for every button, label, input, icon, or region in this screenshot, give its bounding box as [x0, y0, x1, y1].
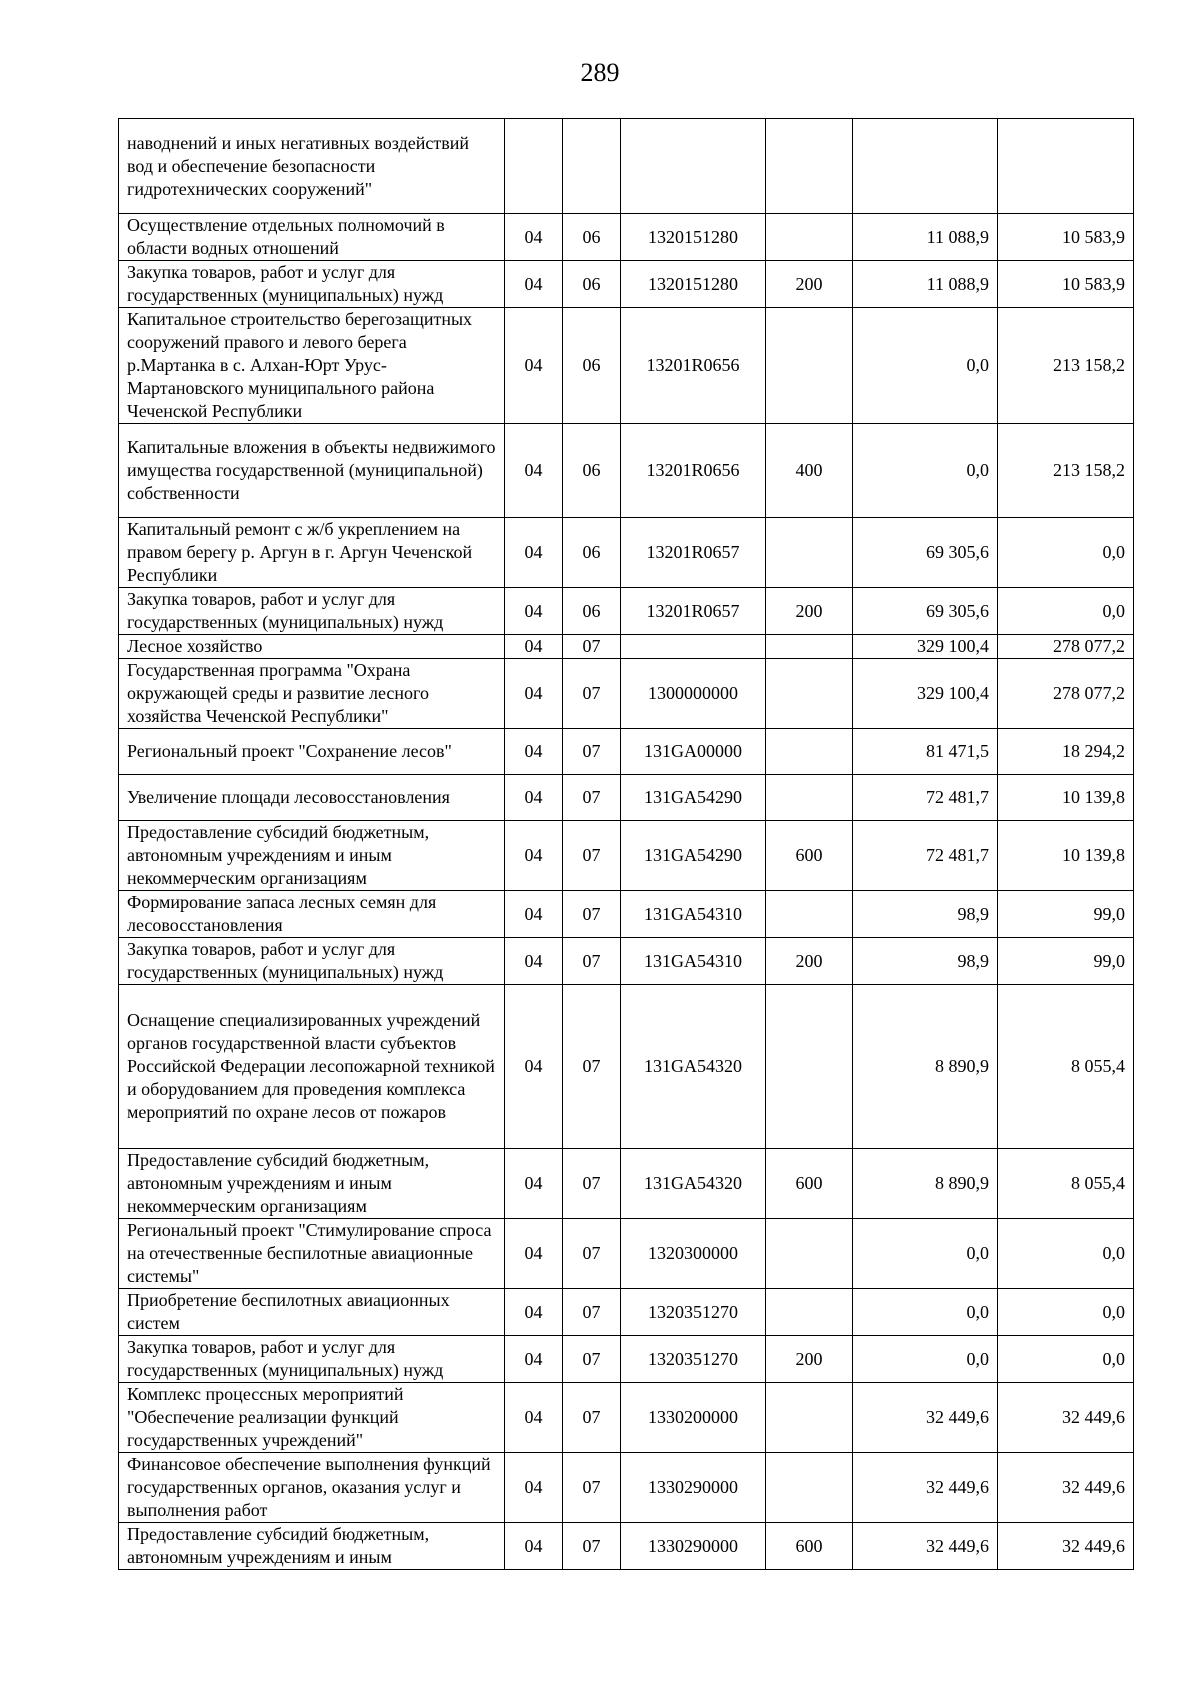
row-section: 04	[505, 821, 563, 891]
table-row	[119, 1149, 1134, 1219]
row-section: 04	[505, 588, 563, 635]
row-name: Финансовое обеспечение выполнения функций государственных органов, оказания услуг и выполнения работ	[119, 1453, 505, 1523]
row-target-article: 1320151280	[621, 261, 766, 308]
row-name: Формирование запаса лесных семян для лесовосстановления	[119, 891, 505, 938]
row-subsection: 06	[563, 214, 621, 261]
row-subsection: 07	[563, 729, 621, 775]
table-row	[119, 729, 1134, 775]
row-section: 04	[505, 1336, 563, 1383]
row-name: Закупка товаров, работ и услуг для государственных (муниципальных) нужд	[119, 261, 505, 308]
row-amount-1: 0,0	[853, 1336, 998, 1383]
row-expense-type	[766, 518, 853, 588]
table-row	[119, 518, 1134, 588]
row-subsection: 06	[563, 518, 621, 588]
row-target-article: 13201R0657	[621, 588, 766, 635]
row-target-article: 1330290000	[621, 1453, 766, 1523]
row-amount-1: 69 305,6	[853, 518, 998, 588]
row-expense-type	[766, 891, 853, 938]
row-amount-1	[853, 119, 998, 214]
row-section: 04	[505, 1453, 563, 1523]
row-expense-type	[766, 635, 853, 659]
row-amount-1: 32 449,6	[853, 1453, 998, 1523]
row-section: 04	[505, 729, 563, 775]
row-name: Осуществление отдельных полномочий в области водных отношений	[119, 214, 505, 261]
row-expense-type	[766, 119, 853, 214]
row-amount-2: 8 055,4	[998, 1149, 1134, 1219]
row-amount-2: 8 055,4	[998, 985, 1134, 1149]
row-name: Увеличение площади лесовосстановления	[119, 775, 505, 821]
row-amount-2: 213 158,2	[998, 424, 1134, 518]
row-target-article	[621, 635, 766, 659]
row-section: 04	[505, 985, 563, 1149]
row-name: Капитальные вложения в объекты недвижимого имущества государственной (муниципальной) собственности	[119, 424, 505, 518]
row-subsection: 07	[563, 775, 621, 821]
row-subsection: 07	[563, 659, 621, 729]
row-amount-2: 99,0	[998, 891, 1134, 938]
row-section: 04	[505, 1149, 563, 1219]
row-subsection: 07	[563, 891, 621, 938]
row-target-article: 1330290000	[621, 1523, 766, 1570]
row-target-article: 13201R0656	[621, 308, 766, 424]
row-subsection: 07	[563, 1523, 621, 1570]
row-name: Закупка товаров, работ и услуг для государственных (муниципальных) нужд	[119, 588, 505, 635]
row-amount-1: 11 088,9	[853, 261, 998, 308]
row-name: Капитальное строительство берегозащитных сооружений правого и левого берега р.Мартанка в с. Алхан-Юрт Урус-Мартановского муниципального района Чеченской Республики	[119, 308, 505, 424]
row-amount-2: 32 449,6	[998, 1383, 1134, 1453]
row-section: 04	[505, 1523, 563, 1570]
row-amount-1: 72 481,7	[853, 821, 998, 891]
row-amount-2: 278 077,2	[998, 635, 1134, 659]
row-amount-1: 0,0	[853, 308, 998, 424]
row-expense-type	[766, 729, 853, 775]
row-amount-1: 81 471,5	[853, 729, 998, 775]
row-amount-2: 10 583,9	[998, 261, 1134, 308]
row-target-article: 1320351270	[621, 1289, 766, 1336]
budget-table-body	[119, 119, 1134, 1570]
row-expense-type: 600	[766, 821, 853, 891]
row-subsection: 06	[563, 424, 621, 518]
row-amount-2: 0,0	[998, 1219, 1134, 1289]
row-amount-2: 213 158,2	[998, 308, 1134, 424]
row-expense-type	[766, 985, 853, 1149]
row-amount-1: 11 088,9	[853, 214, 998, 261]
table-row	[119, 261, 1134, 308]
row-target-article	[621, 119, 766, 214]
row-name: Приобретение беспилотных авиационных систем	[119, 1289, 505, 1336]
row-amount-2: 10 583,9	[998, 214, 1134, 261]
row-amount-1: 32 449,6	[853, 1523, 998, 1570]
row-amount-2: 0,0	[998, 588, 1134, 635]
table-row	[119, 821, 1134, 891]
row-section: 04	[505, 938, 563, 985]
row-amount-2: 278 077,2	[998, 659, 1134, 729]
row-expense-type	[766, 1453, 853, 1523]
table-row	[119, 119, 1134, 214]
row-expense-type	[766, 1289, 853, 1336]
row-amount-1: 329 100,4	[853, 635, 998, 659]
row-expense-type: 200	[766, 1336, 853, 1383]
row-expense-type: 200	[766, 588, 853, 635]
row-target-article: 1300000000	[621, 659, 766, 729]
row-amount-2	[998, 119, 1134, 214]
row-amount-2: 10 139,8	[998, 821, 1134, 891]
table-row	[119, 891, 1134, 938]
table-row	[119, 1336, 1134, 1383]
row-name: Предоставление субсидий бюджетным, автономным учреждениям и иным некоммерческим организациям	[119, 821, 505, 891]
row-target-article: 13201R0656	[621, 424, 766, 518]
row-amount-1: 72 481,7	[853, 775, 998, 821]
row-subsection: 07	[563, 1453, 621, 1523]
row-expense-type: 200	[766, 938, 853, 985]
row-subsection: 06	[563, 588, 621, 635]
row-name: Комплекс процессных мероприятий "Обеспечение реализации функций государственных учреждений"	[119, 1383, 505, 1453]
row-amount-1: 0,0	[853, 1289, 998, 1336]
table-row	[119, 214, 1134, 261]
row-amount-1: 329 100,4	[853, 659, 998, 729]
row-amount-2: 0,0	[998, 518, 1134, 588]
row-expense-type	[766, 1383, 853, 1453]
row-section: 04	[505, 1219, 563, 1289]
row-subsection: 07	[563, 821, 621, 891]
row-section: 04	[505, 659, 563, 729]
row-section: 04	[505, 635, 563, 659]
row-amount-1: 8 890,9	[853, 1149, 998, 1219]
row-section: 04	[505, 775, 563, 821]
row-section: 04	[505, 518, 563, 588]
row-expense-type	[766, 214, 853, 261]
row-target-article: 1320351270	[621, 1336, 766, 1383]
row-name: Предоставление субсидий бюджетным, автономным учреждениям и иным	[119, 1523, 505, 1570]
row-expense-type: 400	[766, 424, 853, 518]
row-amount-2: 0,0	[998, 1336, 1134, 1383]
row-subsection: 07	[563, 1336, 621, 1383]
row-target-article: 131GA54320	[621, 1149, 766, 1219]
row-expense-type	[766, 659, 853, 729]
row-amount-2: 99,0	[998, 938, 1134, 985]
row-subsection	[563, 119, 621, 214]
row-expense-type: 200	[766, 261, 853, 308]
row-target-article: 131GA54290	[621, 775, 766, 821]
row-amount-1: 0,0	[853, 1219, 998, 1289]
row-subsection: 07	[563, 1149, 621, 1219]
table-row	[119, 938, 1134, 985]
table-row	[119, 1289, 1134, 1336]
row-section: 04	[505, 424, 563, 518]
table-row	[119, 588, 1134, 635]
row-amount-1: 0,0	[853, 424, 998, 518]
table-row	[119, 424, 1134, 518]
row-expense-type	[766, 308, 853, 424]
row-name: Капитальный ремонт с ж/б укреплением на правом берегу р. Аргун в г. Аргун Чеченской Республики	[119, 518, 505, 588]
row-target-article: 131GA54310	[621, 891, 766, 938]
row-subsection: 07	[563, 1219, 621, 1289]
row-subsection: 06	[563, 308, 621, 424]
table-row	[119, 1219, 1134, 1289]
table-row	[119, 635, 1134, 659]
row-target-article: 1330200000	[621, 1383, 766, 1453]
page-number: 289	[580, 58, 620, 87]
row-amount-1: 98,9	[853, 938, 998, 985]
row-name: Государственная программа "Охрана окружающей среды и развитие лесного хозяйства Чеченской Республики"	[119, 659, 505, 729]
row-target-article: 131GA54290	[621, 821, 766, 891]
table-row	[119, 985, 1134, 1149]
row-name: Закупка товаров, работ и услуг для государственных (муниципальных) нужд	[119, 1336, 505, 1383]
row-section: 04	[505, 1383, 563, 1453]
row-amount-1: 8 890,9	[853, 985, 998, 1149]
row-amount-1: 69 305,6	[853, 588, 998, 635]
row-name: Лесное хозяйство	[119, 635, 505, 659]
row-amount-2: 32 449,6	[998, 1523, 1134, 1570]
row-amount-2: 10 139,8	[998, 775, 1134, 821]
row-name: Закупка товаров, работ и услуг для государственных (муниципальных) нужд	[119, 938, 505, 985]
row-name: Региональный проект "Сохранение лесов"	[119, 729, 505, 775]
row-amount-1: 32 449,6	[853, 1383, 998, 1453]
row-name: Оснащение специализированных учреждений органов государственной власти субъектов Российской Федерации лесопожарной техникой и оборудованием для проведения комплекса мероприятий по охране лесов от пожаров	[119, 985, 505, 1149]
row-name: Региональный проект "Стимулирование спроса на отечественные беспилотные авиационные системы"	[119, 1219, 505, 1289]
row-section	[505, 119, 563, 214]
row-target-article: 131GA54310	[621, 938, 766, 985]
table-row	[119, 659, 1134, 729]
row-expense-type	[766, 775, 853, 821]
budget-table	[118, 118, 1134, 1570]
row-name: наводнений и иных негативных воздействий вод и обеспечение безопасности гидротехнических сооружений"	[119, 119, 505, 214]
row-subsection: 07	[563, 1383, 621, 1453]
row-name: Предоставление субсидий бюджетным, автономным учреждениям и иным некоммерческим организациям	[119, 1149, 505, 1219]
row-section: 04	[505, 308, 563, 424]
row-target-article: 13201R0657	[621, 518, 766, 588]
row-section: 04	[505, 1289, 563, 1336]
row-subsection: 07	[563, 1289, 621, 1336]
row-expense-type: 600	[766, 1149, 853, 1219]
row-target-article: 1320151280	[621, 214, 766, 261]
row-subsection: 07	[563, 635, 621, 659]
row-expense-type: 600	[766, 1523, 853, 1570]
row-subsection: 06	[563, 261, 621, 308]
row-section: 04	[505, 214, 563, 261]
row-expense-type	[766, 1219, 853, 1289]
row-section: 04	[505, 891, 563, 938]
row-subsection: 07	[563, 938, 621, 985]
row-amount-1: 98,9	[853, 891, 998, 938]
row-section: 04	[505, 261, 563, 308]
row-amount-2: 32 449,6	[998, 1453, 1134, 1523]
table-row	[119, 1453, 1134, 1523]
row-amount-2: 18 294,2	[998, 729, 1134, 775]
row-amount-2: 0,0	[998, 1289, 1134, 1336]
row-target-article: 1320300000	[621, 1219, 766, 1289]
row-target-article: 131GA54320	[621, 985, 766, 1149]
table-row	[119, 1523, 1134, 1570]
row-subsection: 07	[563, 985, 621, 1149]
row-target-article: 131GA00000	[621, 729, 766, 775]
table-row	[119, 308, 1134, 424]
table-row	[119, 1383, 1134, 1453]
table-row	[119, 775, 1134, 821]
